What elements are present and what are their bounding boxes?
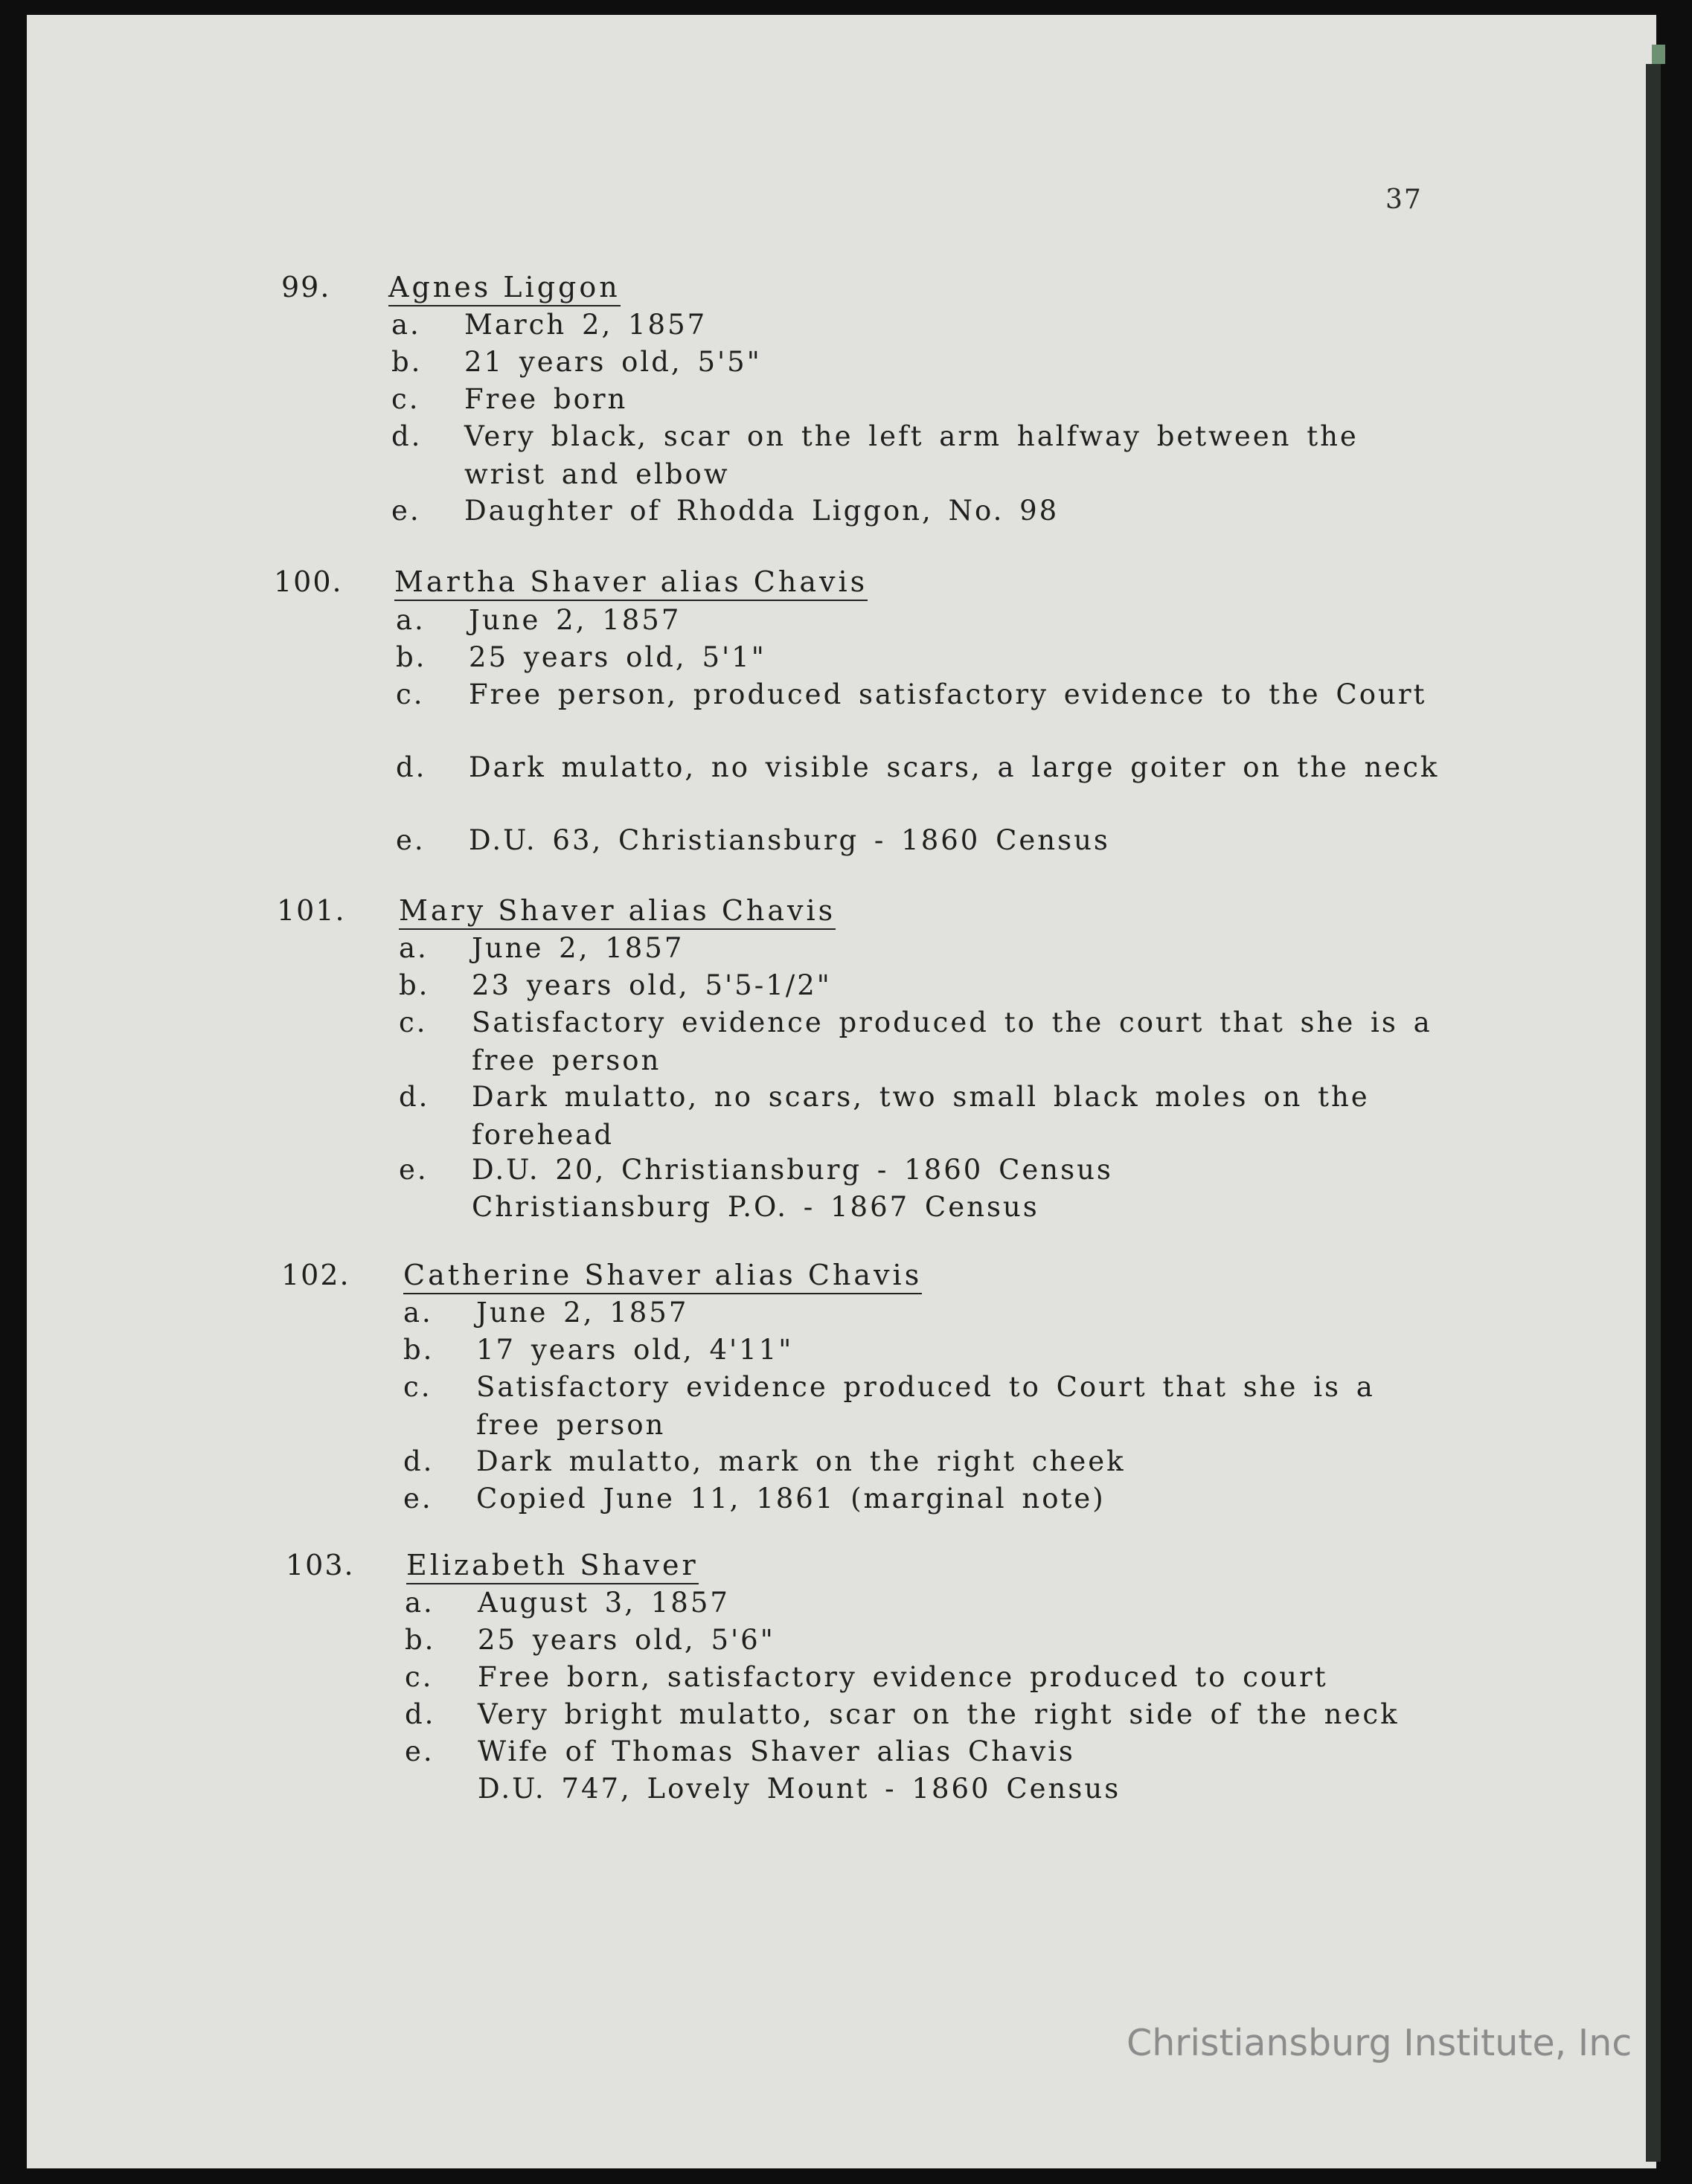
item-letter: b. xyxy=(403,1334,435,1366)
entry-name: Mary Shaver alias Chavis xyxy=(399,894,836,930)
item-letter: b. xyxy=(405,1624,436,1656)
entry-name: Elizabeth Shaver xyxy=(406,1549,699,1584)
item-letter: a. xyxy=(399,932,429,964)
entry-name: Agnes Liggon xyxy=(388,271,621,306)
item-text: 23 years old, 5'5-1/2" xyxy=(472,969,832,1001)
item-text: 21 years old, 5'5" xyxy=(464,346,762,378)
item-text: 17 years old, 4'11" xyxy=(476,1334,794,1366)
item-text: June 2, 1857 xyxy=(476,1297,689,1329)
item-text: 25 years old, 5'1" xyxy=(469,641,766,673)
item-letter: c. xyxy=(396,678,425,710)
item-text: August 3, 1857 xyxy=(478,1587,730,1619)
item-text: Free born, satisfactory evidence produced to court xyxy=(478,1661,1328,1693)
page-edge-shadow xyxy=(1646,64,1661,2162)
item-letter: e. xyxy=(403,1483,433,1515)
entry-name: Catherine Shaver alias Chavis xyxy=(403,1259,922,1294)
item-text: 25 years old, 5'6" xyxy=(478,1624,775,1656)
entry-name: Martha Shaver alias Chavis xyxy=(394,565,868,601)
item-text: Daughter of Rhodda Liggon, No. 98 xyxy=(464,495,1060,527)
item-text: Satisfactory evidence produced to the court that she is a free person xyxy=(472,1006,1432,1076)
entry-number: 100. xyxy=(274,565,343,598)
item-text: D.U. 20, Christiansburg - 1860 Census xyxy=(472,1154,1113,1186)
item-text: Satisfactory evidence produced to Court that she is a free person xyxy=(476,1371,1375,1441)
item-letter: a. xyxy=(405,1587,435,1619)
item-letter: a. xyxy=(403,1297,433,1329)
item-letter: d. xyxy=(396,751,427,783)
entry-number: 103. xyxy=(286,1549,355,1581)
item-letter: a. xyxy=(391,309,421,341)
item-text: Very black, scar on the left arm halfway between the wrist and elbow xyxy=(464,420,1359,490)
item-letter: d. xyxy=(399,1081,430,1113)
item-letter: e. xyxy=(391,495,421,527)
entry-number: 99. xyxy=(281,271,331,303)
item-letter: b. xyxy=(391,346,423,378)
item-text: Dark mulatto, mark on the right cheek xyxy=(476,1445,1126,1477)
entry-number: 102. xyxy=(281,1259,350,1291)
item-text: June 2, 1857 xyxy=(469,604,682,636)
item-text: Wife of Thomas Shaver alias Chavis xyxy=(478,1735,1075,1767)
item-letter: a. xyxy=(396,604,426,636)
corner-tab xyxy=(1652,45,1665,64)
entry-number: 101. xyxy=(277,894,346,927)
item-letter: d. xyxy=(403,1445,435,1477)
item-text: Christiansburg P.O. - 1867 Census xyxy=(472,1191,1039,1223)
item-text: Free born xyxy=(464,383,628,415)
watermark: Christiansburg Institute, Inc xyxy=(1127,2022,1632,2064)
item-text: D.U. 63, Christiansburg - 1860 Census xyxy=(469,824,1110,856)
page-number: 37 xyxy=(1385,184,1423,215)
item-text: Free person, produced satisfactory evidence to the Court xyxy=(469,678,1427,710)
item-letter: b. xyxy=(396,641,427,673)
item-text: Dark mulatto, no visible scars, a large goiter on the neck xyxy=(469,751,1440,783)
item-letter: c. xyxy=(403,1371,432,1403)
item-text: Very bright mulatto, scar on the right side of the neck xyxy=(478,1698,1400,1730)
item-letter: d. xyxy=(405,1698,436,1730)
item-text: D.U. 747, Lovely Mount - 1860 Census xyxy=(478,1773,1121,1805)
item-text: March 2, 1857 xyxy=(464,309,708,341)
item-text: June 2, 1857 xyxy=(472,932,685,964)
item-letter: b. xyxy=(399,969,430,1001)
item-letter: e. xyxy=(396,824,426,856)
item-letter: d. xyxy=(391,420,423,452)
item-letter: c. xyxy=(391,383,420,415)
item-text: Dark mulatto, no scars, two small black moles on the forehead xyxy=(472,1081,1370,1151)
item-letter: c. xyxy=(399,1006,428,1038)
item-text: Copied June 11, 1861 (marginal note) xyxy=(476,1483,1106,1515)
item-letter: c. xyxy=(405,1661,434,1693)
item-letter: e. xyxy=(399,1154,429,1186)
item-letter: e. xyxy=(405,1735,435,1767)
